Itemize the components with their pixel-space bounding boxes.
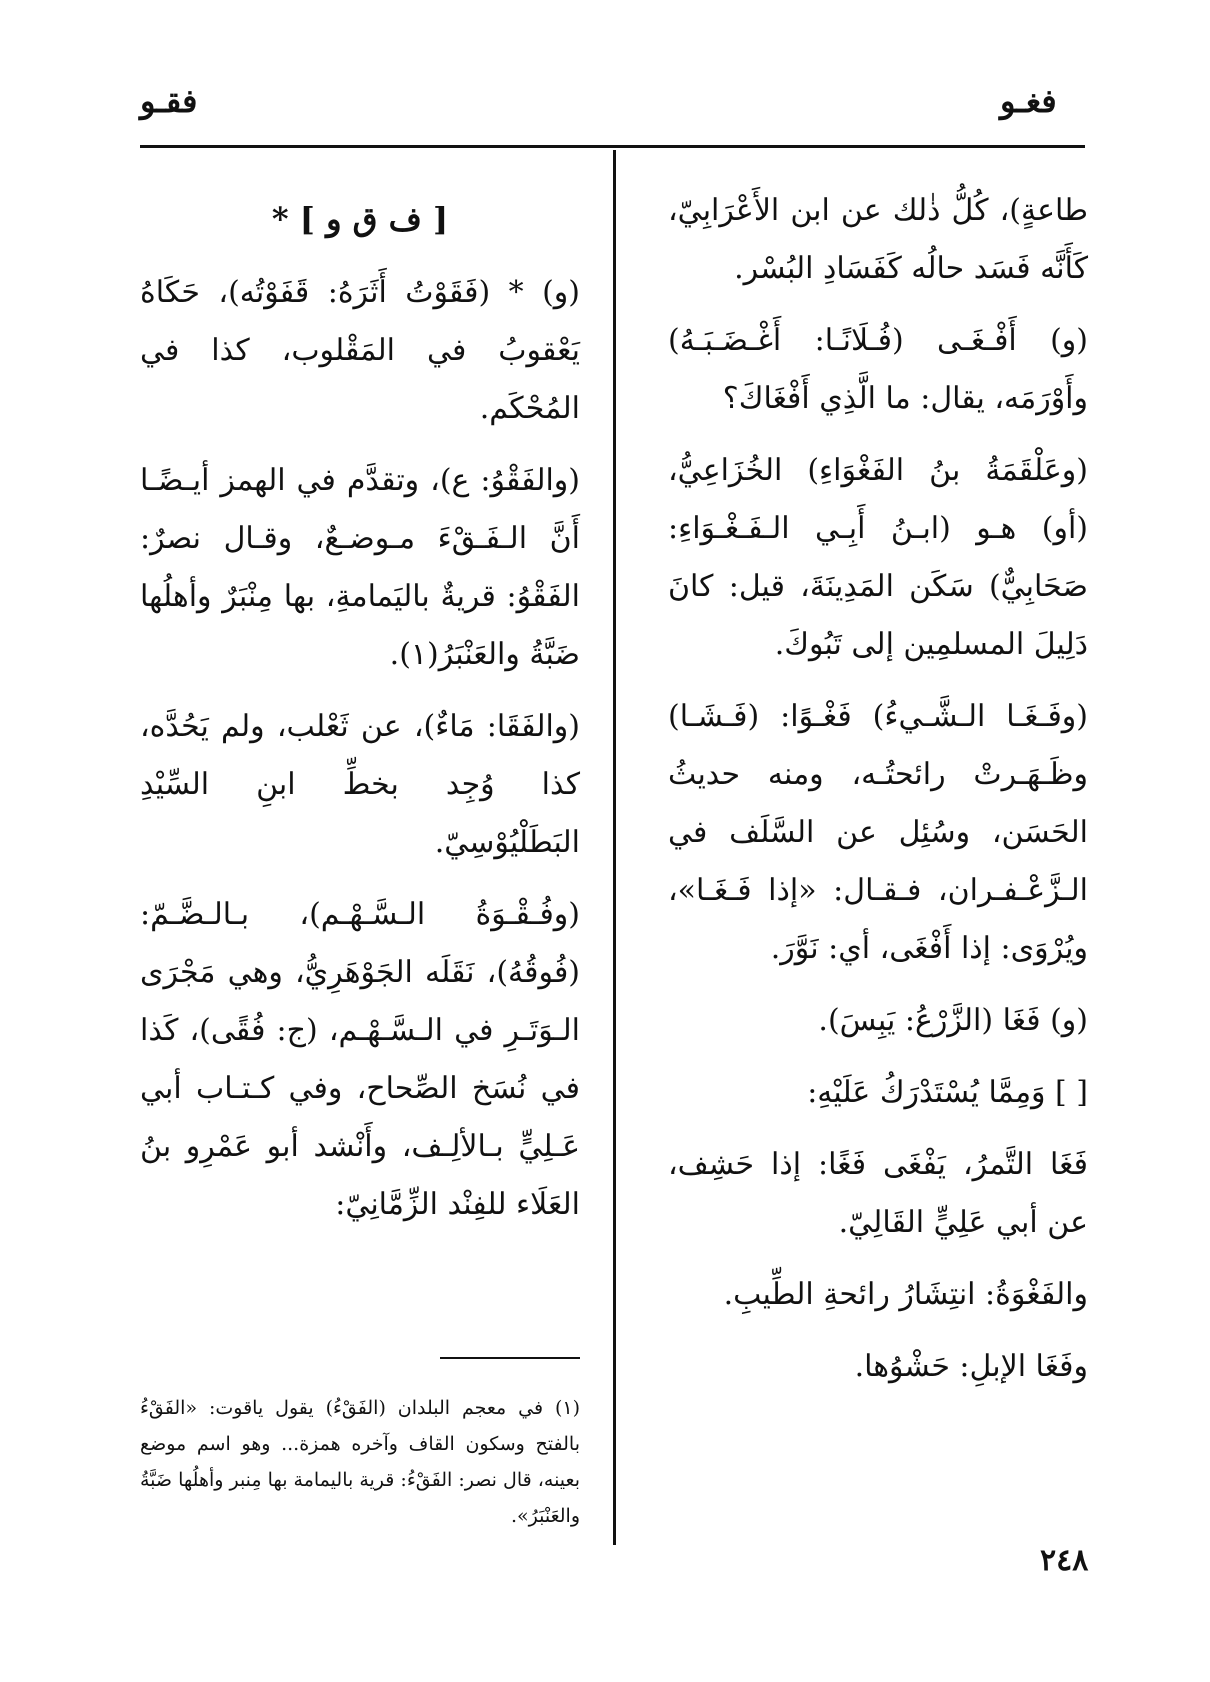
left-paragraph-3: (والفَقَا: مَاءٌ)، عن ثَعْلب، ولم يَحُدَّه، كذا وُجِد بخطِّ ابنِ السِّيْدِ البَطَلْيُوْسِيّ. [140, 709, 580, 860]
left-column [140, 190, 580, 1248]
left-paragraph-2: (والفَقْوُ: ع)، وتقدَّم في الهمز أيـضًـا أَنَّ الـفَـقْءَ مـوضـعٌ، وقـال نصرٌ: الفَقْوُ: قريةٌ باليَمامةِ، بها مِنْبَرٌ وأهلُها ضَبَّةُ والعَنْبَرُ(١). [140, 463, 580, 672]
page-number: ٢٤٨ [1040, 1543, 1089, 1578]
footnote: (١) في معجم البلدان (الفَقْءُ) يقول ياقوت: «الفَقْءُ بالفتح وسكون القاف وآخره همزة... وهو اسم موضع بعينه، قال نصر: الفَقْءُ: قرية باليمامة بها مِنبر وأهلُها ضَبَّةُ والعَنْبَرُ». [140, 1397, 580, 1527]
right-paragraph-9: وفَغَا الإبلِ: حَشْوُها. [854, 1349, 1088, 1384]
right-paragraph-3: (وعَلْقَمَةُ بنُ الفَغْوَاءِ) الخُزَاعِيُّ، (أو) هـو (ابـنُ أَبِـي الـفَـغْـوَاءِ: صَحَابِيٌّ) سَكَن المَدِينَةَ، قيل: كانَ دَلِيلَ المسلمِين إلى تَبُوكَ. [668, 453, 1088, 662]
header-left-word: فقـو [140, 82, 198, 120]
left-paragraph-4: (وفُـقْـوَةُ الـسَّـهْـم)، بـالـضَّـمّ: (فُوقُهُ)، نَقَلَه الجَوْهَرِيُّ، وهي مَجْرَى الـوَتَـرِ في الـسَّـهْـم، (ج: فُقًى)، كَذا في نُسَخ الصِّحاح، وفي كـتـاب أبي عَـلِيٍّ بـالألِـف، وأَنْشد أبو عَمْرِو بنُ العَلَاء للفِنْد الزِّمَّانِيّ: [140, 897, 580, 1222]
column-divider [613, 150, 616, 1545]
entry-heading: [ ف ق و ] * [271, 200, 449, 238]
left-paragraph-1: (و) * (فَقَوْتُ أَثَرَهُ: قَفَوْتُه)، حَكَاهُ يَعْقوبُ في المَقْلوب، كذا في المُحْكَم. [140, 275, 580, 426]
footnote-rule [440, 1357, 580, 1359]
right-paragraph-4: (وفَـغَـا الـشَّـيءُ) فَغْـوًا: (فَـشَـا) وظَـهَـرتْ رائحتُـه، ومنه حديثُ الحَسَن، وسُئِل عن السَّلَف في الـزَّعْـفـران، فـقـال: «إذا فَـغَـا»، ويُرْوَى: إذا أَفْغَى، أي: نَوَّرَ. [668, 699, 1088, 966]
right-column [668, 182, 1088, 1410]
header-right-word: فغـو [1000, 82, 1057, 120]
right-paragraph-2: (و) أَفْـغَـى (فُـلَانًـا: أَغْـضَـبَـهُ) وأَوْرَمَه، يقال: ما الَّذِي أَفْغَاكَ؟ [668, 323, 1088, 416]
right-paragraph-6: [ ] وَمِمَّا يُسْتَدْرَكُ عَلَيْهِ: [807, 1075, 1088, 1110]
header-rule [140, 145, 1085, 148]
right-paragraph-7: فَغَا التَّمرُ، يَفْغَى فَغًا: إذا حَشِف، عن أبي عَلِيٍّ القَالِيّ. [668, 1147, 1088, 1240]
right-paragraph-5: (و) فَغَا (الزَّرْعُ: يَبِسَ). [818, 1003, 1088, 1038]
right-paragraph-1: طاعةٍ)، كُلُّ ذٰلك عن ابن الأَعْرَابِيّ، كَأَنَّه فَسَد حالُه كَفَسَادِ البُسْر. [668, 193, 1088, 286]
right-paragraph-8: والفَغْوَةُ: انتِشَارُ رائحةِ الطِّيبِ. [723, 1277, 1088, 1312]
